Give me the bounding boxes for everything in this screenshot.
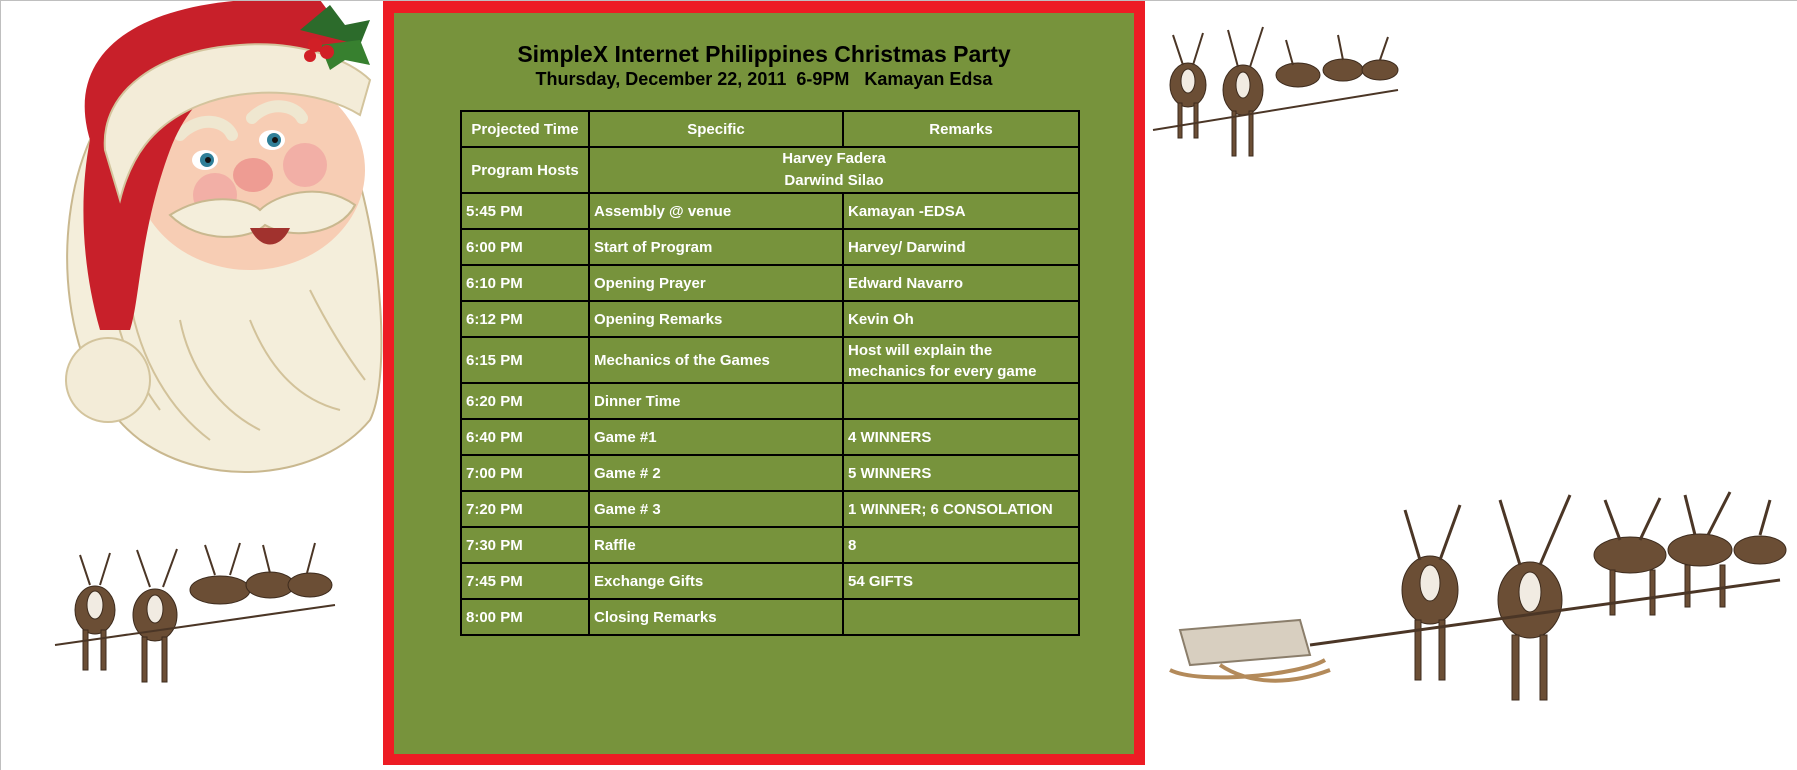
row-time: 8:00 PM [461,599,589,635]
row-specific: Exchange Gifts [589,563,843,599]
event-flyer [383,0,1145,765]
row-time: 6:20 PM [461,383,589,419]
table-header-row [461,111,1079,147]
row-remarks: 54 GIFTS [843,563,1079,599]
event-subtitle: Thursday, December 22, 2011 6-9PM Kamayan Edsa [535,69,993,89]
reindeer-sleigh-illustration-top [1148,15,1403,165]
program-table [460,110,1080,636]
row-time: 7:45 PM [461,563,589,599]
row-remarks: 5 WINNERS [843,455,1079,491]
row-time: 5:45 PM [461,193,589,229]
row-time: 6:10 PM [461,265,589,301]
row-time: 6:00 PM [461,229,589,265]
row-remarks: Harvey/ Darwind [843,229,1079,265]
program-hosts-names [589,147,1079,193]
row-time: 7:00 PM [461,455,589,491]
row-time: 6:12 PM [461,301,589,337]
row-remarks [843,599,1079,635]
table-row [461,491,1079,527]
row-time: 7:30 PM [461,527,589,563]
reindeer-sleigh-illustration-bottom [1160,470,1790,715]
row-remarks: Kamayan -EDSA [843,193,1079,229]
host-name: Harvey Fadera [782,150,886,167]
row-specific: Assembly @ venue [589,193,843,229]
row-remarks: Edward Navarro [843,265,1079,301]
table-row [461,337,1079,383]
sleigh-icon [1170,620,1330,681]
table-row [461,229,1079,265]
row-remarks [843,337,1079,383]
row-specific: Closing Remarks [589,599,843,635]
row-time: 7:20 PM [461,491,589,527]
row-time: 6:40 PM [461,419,589,455]
row-time: 6:15 PM [461,337,589,383]
row-remarks: 1 WINNER; 6 CONSOLATION [843,491,1079,527]
row-remarks [843,383,1079,419]
row-specific: Raffle [589,527,843,563]
row-specific: Game #1 [589,419,843,455]
table-row [461,301,1079,337]
reindeer-sleigh-illustration-left [45,525,345,690]
table-row [461,265,1079,301]
table-row [461,599,1079,635]
host-name: Darwind Silao [784,172,884,189]
row-specific: Opening Remarks [589,301,843,337]
table-row [461,193,1079,229]
row-specific: Dinner Time [589,383,843,419]
row-remarks: Kevin Oh [843,301,1079,337]
flyer-panel [394,13,1134,754]
header-specific: Specific [589,111,843,147]
header-remarks: Remarks [843,111,1079,147]
row-remarks: 4 WINNERS [843,419,1079,455]
event-title: SimpleX Internet Philippines Christmas Party [517,41,1011,67]
row-specific: Mechanics of the Games [589,337,843,383]
table-row [461,455,1079,491]
row-specific: Start of Program [589,229,843,265]
header-projected-time: Projected Time [461,111,589,147]
row-specific: Game # 2 [589,455,843,491]
row-specific: Opening Prayer [589,265,843,301]
table-row [461,563,1079,599]
row-specific: Game # 3 [589,491,843,527]
table-row [461,527,1079,563]
remark-line: mechanics for every game [848,363,1037,380]
program-hosts-row [461,147,1079,193]
program-hosts-label: Program Hosts [461,147,589,193]
table-row [461,419,1079,455]
row-remarks: 8 [843,527,1079,563]
remark-line: Host will explain the [848,342,993,359]
santa-illustration [20,0,384,484]
table-row [461,383,1079,419]
